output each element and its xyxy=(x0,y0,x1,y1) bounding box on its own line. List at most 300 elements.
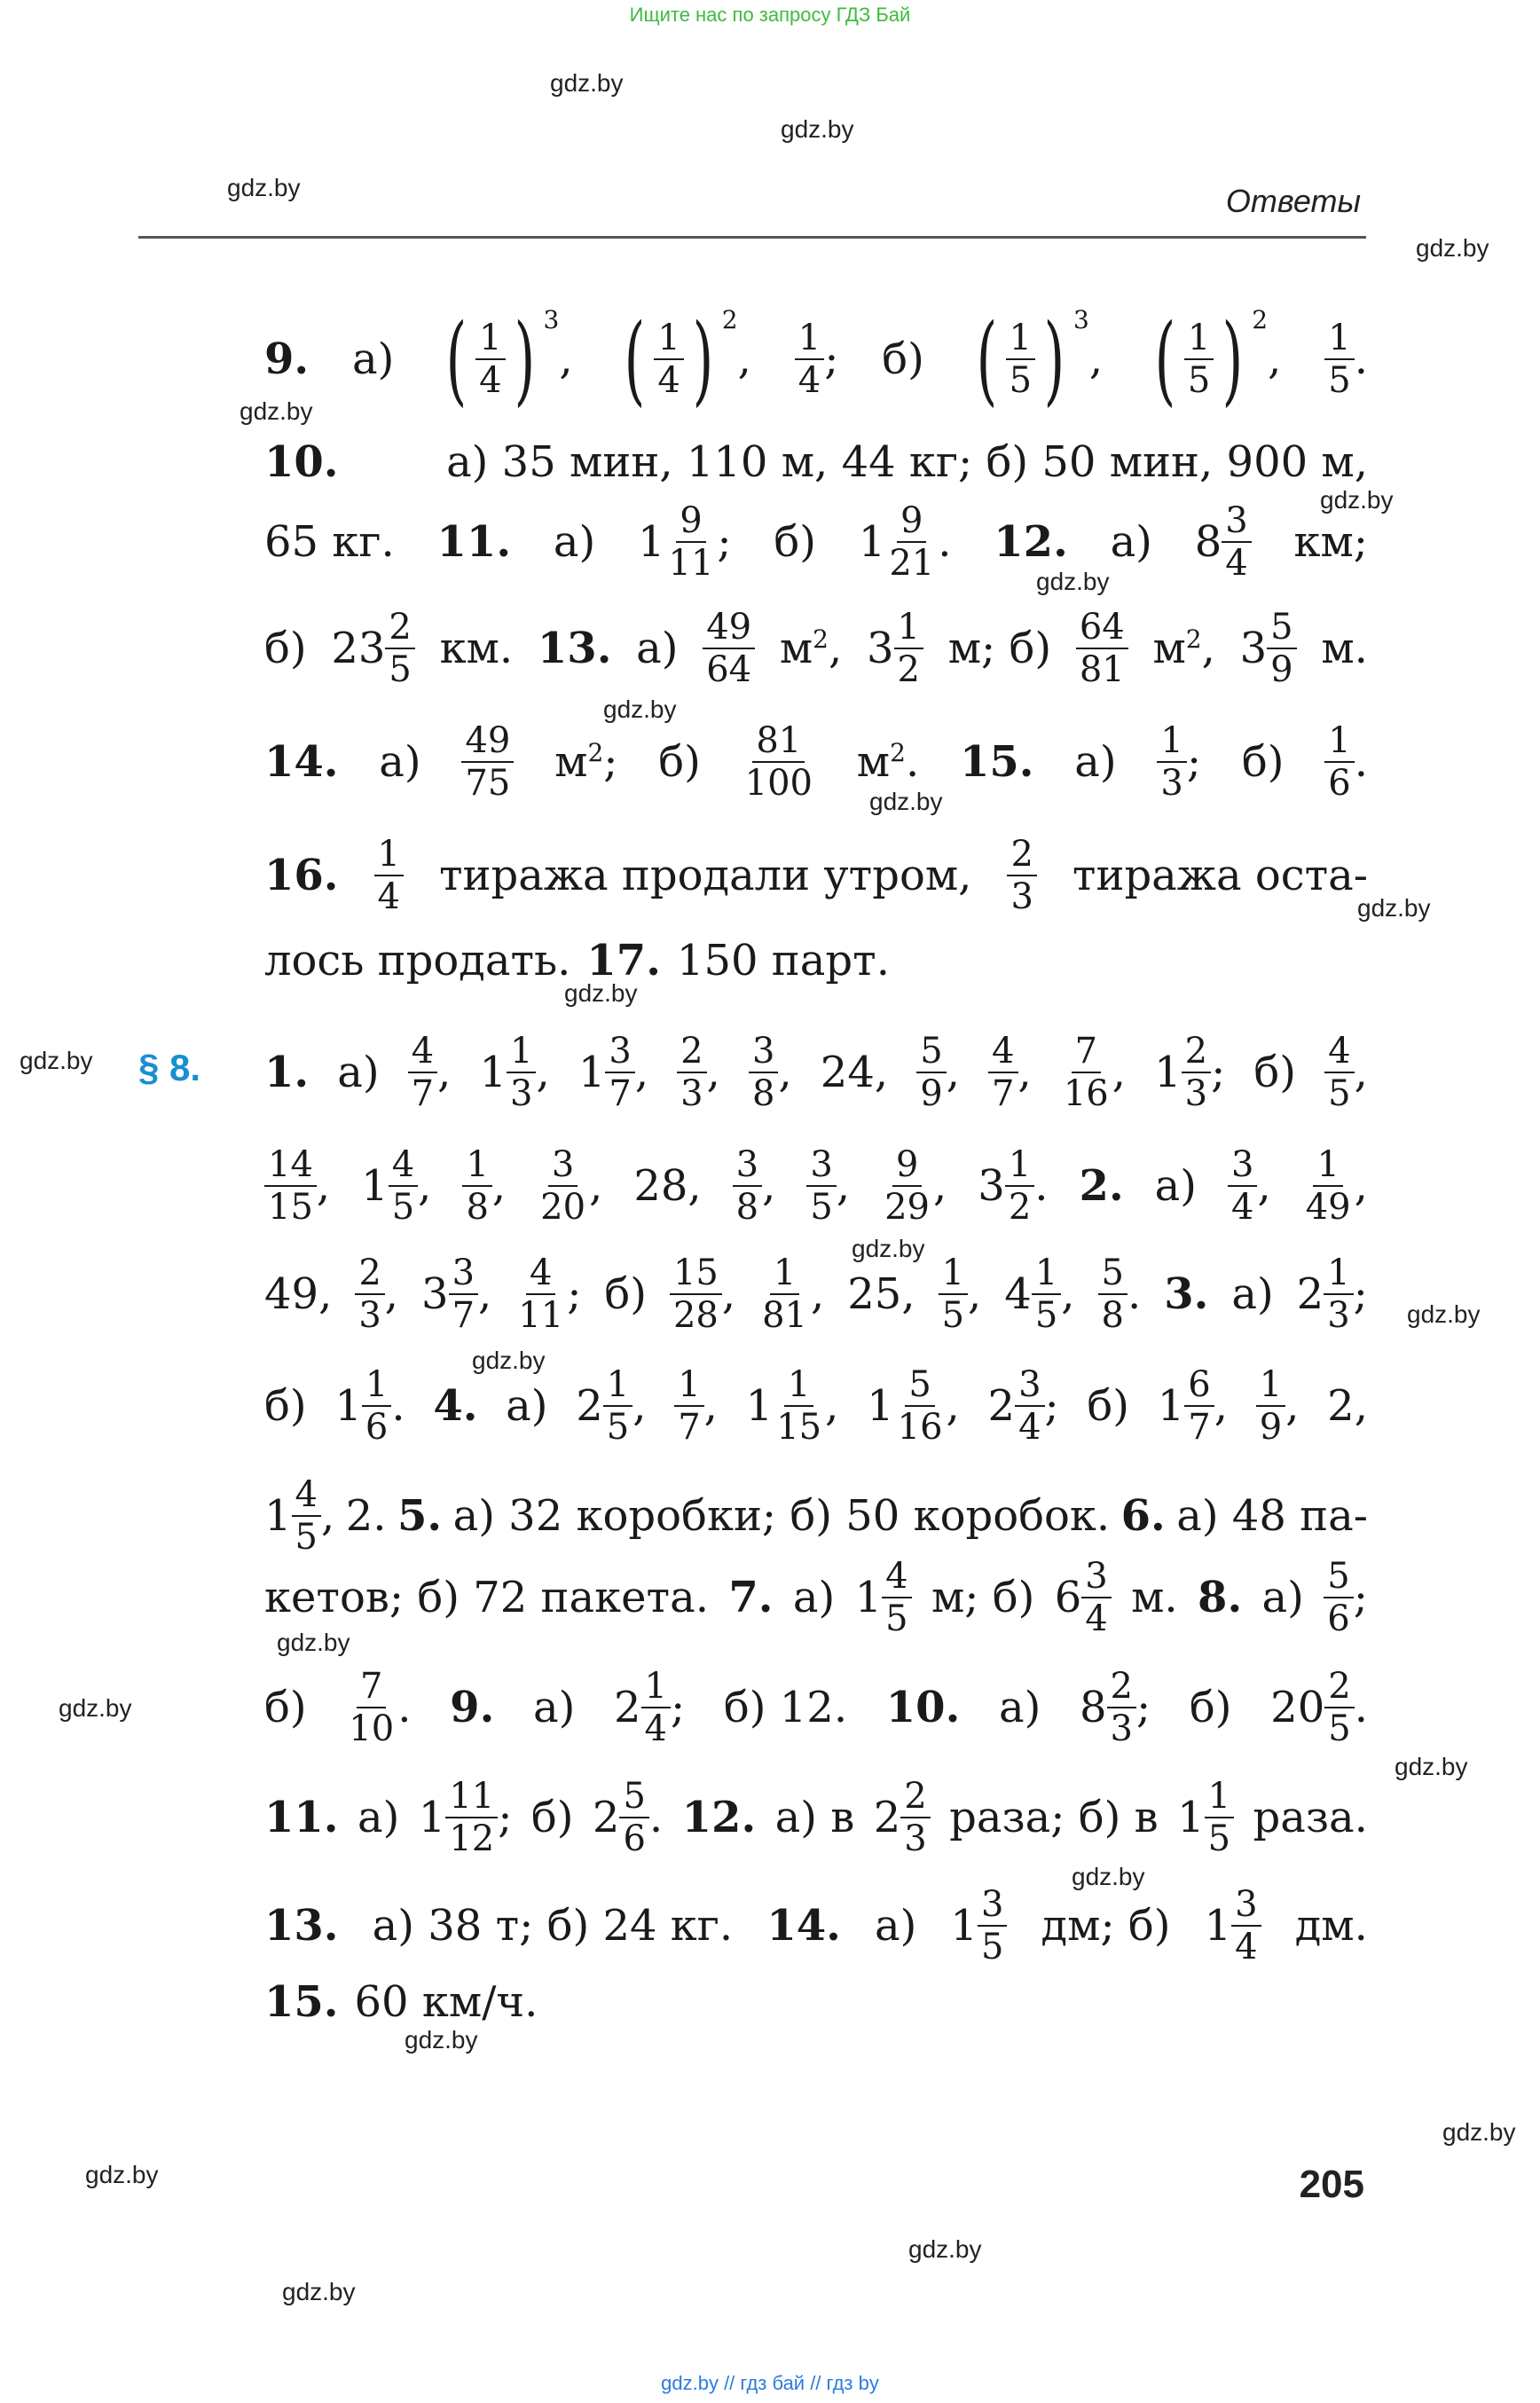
whole-part: 2 xyxy=(592,1793,620,1842)
text-run: 49, xyxy=(264,1269,333,1319)
fraction xyxy=(641,1668,671,1747)
text-run: б) xyxy=(1253,1048,1297,1097)
left-paren: ( xyxy=(1154,302,1176,416)
punctuation: , xyxy=(384,1269,399,1319)
exponent: 2 xyxy=(890,738,906,767)
problem-number: 2. xyxy=(1079,1161,1124,1211)
fraction xyxy=(408,1033,437,1112)
watermark: gdz.by xyxy=(852,1235,925,1262)
whole-part: 2 xyxy=(873,1793,901,1842)
fraction xyxy=(385,609,414,688)
fraction-group xyxy=(345,1668,411,1747)
text-run: а) xyxy=(1074,737,1117,787)
answer-line xyxy=(264,1357,1368,1455)
fraction-denominator: 6 xyxy=(365,1407,389,1448)
whole-part: 1 xyxy=(867,1381,894,1431)
fraction-denominator: 7 xyxy=(411,1073,435,1114)
fraction-denominator: 5 xyxy=(1207,1818,1231,1859)
fraction-denominator: 2 xyxy=(897,649,920,690)
fraction-denominator: 10 xyxy=(349,1708,395,1749)
text-run: 24, xyxy=(820,1048,889,1097)
mixed-number xyxy=(1154,1033,1225,1112)
punctuation: . xyxy=(648,1793,664,1842)
problem-number: 12. xyxy=(994,517,1068,567)
fraction-denominator: 3 xyxy=(680,1073,703,1114)
fraction xyxy=(749,1033,778,1112)
fraction-numerator: 3 xyxy=(733,1146,762,1187)
power-of-fraction xyxy=(437,302,573,416)
fraction-denominator: 5 xyxy=(391,1187,415,1228)
punctuation: , xyxy=(946,1048,960,1097)
fraction-denominator: 6 xyxy=(1327,1598,1350,1639)
text-run: а) xyxy=(506,1381,548,1431)
problem-number: 13. xyxy=(537,624,612,673)
fraction-numerator: 1 xyxy=(362,1366,391,1407)
problem-number: 16. xyxy=(264,851,339,900)
fraction-numerator: 11 xyxy=(445,1778,498,1818)
whole-part: 1 xyxy=(1204,1901,1232,1951)
fraction xyxy=(461,722,514,802)
top-banner[interactable]: Ищите нас по запросу ГДЗ Бай xyxy=(629,4,911,26)
fraction-numerator: 3 xyxy=(1231,1886,1261,1927)
fraction-denominator: 29 xyxy=(884,1187,931,1228)
punctuation: , xyxy=(762,1161,776,1211)
punctuation: ; xyxy=(824,334,839,384)
whole-part: 1 xyxy=(264,1491,292,1541)
watermark: gdz.by xyxy=(240,397,313,425)
fraction xyxy=(1081,1558,1111,1637)
punctuation: . xyxy=(1128,1269,1142,1319)
fraction-numerator: 3 xyxy=(806,1146,836,1187)
right-paren: ) xyxy=(514,302,535,416)
text-run: м; б) xyxy=(931,1573,1035,1622)
fraction xyxy=(1005,1146,1034,1226)
text-run: дм; б) xyxy=(1041,1901,1171,1951)
fraction-numerator: 3 xyxy=(749,1033,778,1073)
watermark: gdz.by xyxy=(282,2278,356,2305)
fraction-denominator: 3 xyxy=(1110,1708,1133,1749)
fraction-numerator: 4 xyxy=(988,1033,1018,1073)
fraction-numerator: 5 xyxy=(905,1366,934,1407)
fraction-denominator: 4 xyxy=(1225,543,1248,584)
whole-part: 2 xyxy=(614,1683,641,1732)
fraction-numerator: 4 xyxy=(526,1254,555,1295)
fraction-numerator: 1 xyxy=(1324,722,1354,763)
whole-part: 20 xyxy=(1270,1683,1325,1732)
punctuation: ; xyxy=(1353,1269,1368,1319)
section-mark: § 8. xyxy=(138,1047,201,1088)
punctuation: . xyxy=(1034,1161,1049,1211)
fraction xyxy=(1324,1668,1354,1747)
answer-line xyxy=(264,493,1368,591)
text-run: б) xyxy=(774,517,816,567)
fraction xyxy=(733,1146,762,1226)
fraction xyxy=(1302,1146,1355,1226)
fraction-denominator: 5 xyxy=(1328,1708,1351,1749)
exponent: 2 xyxy=(721,305,738,334)
fraction xyxy=(703,609,755,688)
fraction-numerator: 5 xyxy=(1267,609,1296,649)
mixed-number xyxy=(867,1366,960,1446)
punctuation: , xyxy=(778,1048,792,1097)
mixed-number xyxy=(614,1668,685,1747)
fraction xyxy=(1205,1778,1234,1857)
watermark: gdz.by xyxy=(1395,1753,1468,1780)
punctuation: , xyxy=(946,1381,960,1431)
fraction-denominator: 7 xyxy=(452,1295,475,1336)
text-run: б) xyxy=(264,624,307,673)
mixed-number xyxy=(874,1778,931,1857)
fraction xyxy=(389,1146,418,1226)
fraction-denominator: 16 xyxy=(897,1407,943,1448)
punctuation: , xyxy=(321,1491,335,1541)
fraction-group xyxy=(462,1146,506,1226)
fraction-denominator: 4 xyxy=(798,360,821,401)
watermark: gdz.by xyxy=(1442,2118,1516,2146)
text-run: 28, xyxy=(633,1161,702,1211)
fraction-numerator: 5 xyxy=(916,1033,946,1073)
fraction-numerator: 5 xyxy=(1098,1254,1128,1295)
fraction-group xyxy=(795,319,839,399)
punctuation: , xyxy=(1061,1269,1075,1319)
fraction-denominator: 75 xyxy=(465,763,511,804)
punctuation: ; xyxy=(603,737,618,787)
mixed-number xyxy=(264,1476,334,1556)
text-run: а) 38 т; б) 24 кг. xyxy=(372,1901,734,1951)
fraction-group xyxy=(670,1254,735,1334)
fraction-denominator: 8 xyxy=(466,1187,489,1228)
fraction xyxy=(445,1778,498,1857)
fraction-denominator: 4 xyxy=(1231,1187,1254,1228)
fraction xyxy=(1182,1033,1211,1112)
punctuation: , xyxy=(418,1161,432,1211)
answer-line xyxy=(264,912,1368,1009)
text-run: км; xyxy=(1293,517,1368,567)
fraction-denominator: 4 xyxy=(657,360,680,401)
punctuation: . xyxy=(397,1683,412,1732)
fraction-group xyxy=(703,609,755,688)
fraction xyxy=(362,1366,391,1446)
text-run: б) xyxy=(264,1683,307,1732)
fraction xyxy=(806,1146,836,1226)
text-run: 2, xyxy=(1327,1381,1368,1431)
fraction xyxy=(355,1254,384,1334)
text-run: а) xyxy=(337,1048,380,1097)
fraction xyxy=(894,609,923,688)
exponent: 2 xyxy=(1252,305,1269,334)
text-run: м; б) xyxy=(947,624,1052,673)
exponent: 3 xyxy=(543,305,560,334)
text-run: тиража оста- xyxy=(1072,851,1368,900)
header-title: Ответы xyxy=(1225,183,1361,219)
fraction-group xyxy=(515,1254,581,1334)
unit: м xyxy=(554,737,588,787)
punctuation: , xyxy=(1018,1048,1032,1097)
fraction-numerator: 15 xyxy=(670,1254,722,1295)
answer-line xyxy=(264,1549,1368,1646)
text-run: раза. xyxy=(1253,1793,1368,1842)
fraction-numerator: 3 xyxy=(978,1886,1007,1927)
fraction-denominator: 3 xyxy=(904,1818,927,1859)
watermark: gdz.by xyxy=(550,69,624,97)
fraction-denominator: 6 xyxy=(1328,763,1351,804)
fraction xyxy=(1324,722,1354,802)
fraction-numerator: 1 xyxy=(795,319,824,360)
text-run: а) xyxy=(357,1793,400,1842)
whole-part: 8 xyxy=(1080,1683,1107,1732)
fraction-numerator: 2 xyxy=(677,1033,706,1073)
fraction-denominator: 4 xyxy=(1235,1927,1258,1967)
punctuation: , xyxy=(536,1048,550,1097)
fraction-denominator: 6 xyxy=(623,1818,646,1859)
fraction-numerator: 49 xyxy=(461,722,514,763)
watermark: gdz.by xyxy=(85,2161,159,2188)
punctuation: , xyxy=(1268,334,1282,384)
mixed-number xyxy=(334,1366,405,1446)
fraction xyxy=(1324,1033,1354,1112)
whole-part: 4 xyxy=(1004,1269,1032,1319)
fraction-numerator: 2 xyxy=(1182,1033,1211,1073)
fraction-numerator: 1 xyxy=(507,1033,536,1073)
mixed-number xyxy=(638,502,732,582)
watermark: gdz.by xyxy=(472,1347,546,1374)
fraction xyxy=(507,1033,536,1112)
fraction-group xyxy=(1302,1146,1368,1226)
right-paren: ) xyxy=(692,302,714,416)
fraction xyxy=(1157,722,1186,802)
fraction-group xyxy=(1324,1033,1368,1112)
header-rule xyxy=(138,236,1366,239)
fraction xyxy=(1098,1254,1128,1334)
whole-part: 3 xyxy=(421,1269,449,1319)
fraction-denominator: 4 xyxy=(1018,1407,1041,1448)
fraction-denominator: 11 xyxy=(668,543,714,584)
punctuation: , xyxy=(1201,624,1215,673)
punctuation: , xyxy=(1112,1048,1127,1097)
fraction-numerator: 49 xyxy=(703,609,755,649)
unit: м xyxy=(856,737,891,787)
whole-part: 1 xyxy=(950,1901,978,1951)
text-run: а) xyxy=(636,624,679,673)
fraction xyxy=(1015,1366,1044,1446)
fraction-numerator: 1 xyxy=(1205,1778,1234,1818)
fraction-denominator: 5 xyxy=(1009,360,1033,401)
punctuation: , xyxy=(632,1381,647,1431)
page-number: 205 xyxy=(1299,2163,1364,2206)
fraction-group xyxy=(1076,609,1128,688)
fraction xyxy=(1007,836,1036,915)
fraction xyxy=(939,1254,968,1334)
mixed-number xyxy=(855,1558,912,1637)
punctuation: , xyxy=(1257,1161,1271,1211)
text-run: б) xyxy=(1241,737,1285,787)
whole-part: 1 xyxy=(1177,1793,1205,1842)
fraction-numerator: 1 xyxy=(1005,1146,1034,1187)
whole-part: 8 xyxy=(1194,517,1222,567)
fraction-numerator: 1 xyxy=(1184,319,1214,360)
fraction-numerator: 3 xyxy=(449,1254,478,1295)
punctuation: , xyxy=(1285,1381,1300,1431)
answer-line xyxy=(264,302,1368,416)
text-run: а) 32 коробки; б) 50 коробок. xyxy=(452,1491,1111,1541)
whole-part: 1 xyxy=(334,1381,362,1431)
text-run: б) 12. xyxy=(723,1683,848,1732)
punctuation: , xyxy=(491,1161,507,1211)
text-run: а) xyxy=(874,1901,917,1951)
answer-line xyxy=(264,1659,1368,1756)
fraction-group xyxy=(374,836,404,915)
text-run: б) xyxy=(1189,1683,1232,1732)
problem-number: 10. xyxy=(885,1683,961,1732)
punctuation: ; xyxy=(717,517,732,567)
unit-squared xyxy=(857,737,919,787)
punctuation: . xyxy=(391,1381,405,1431)
fraction-group xyxy=(749,1033,792,1112)
watermark: gdz.by xyxy=(59,1694,132,1722)
fraction-denominator: 5 xyxy=(1328,360,1351,401)
fraction-denominator: 8 xyxy=(1101,1295,1124,1336)
fraction-numerator: 1 xyxy=(1324,1254,1353,1295)
answer-line xyxy=(264,827,1368,924)
text-run: а) xyxy=(1231,1269,1274,1319)
fraction-numerator: 1 xyxy=(784,1366,813,1407)
fraction-denominator: 5 xyxy=(980,1927,1004,1967)
fraction-denominator: 4 xyxy=(479,360,502,401)
text-run: 60 км/ч. xyxy=(354,1977,538,2027)
punctuation: , xyxy=(811,1269,825,1319)
fraction-numerator: 4 xyxy=(882,1558,911,1598)
mixed-number xyxy=(576,1366,646,1446)
mixed-number xyxy=(1158,1366,1228,1446)
text-run: а) xyxy=(553,517,596,567)
text-run: а) xyxy=(998,1683,1041,1732)
fraction xyxy=(665,502,718,582)
mixed-number xyxy=(1240,609,1297,688)
unit-squared xyxy=(1152,624,1214,673)
right-paren: ) xyxy=(1222,302,1244,416)
fraction xyxy=(1222,502,1251,582)
exponent: 3 xyxy=(1073,305,1089,334)
fraction-denominator: 5 xyxy=(941,1295,965,1336)
mixed-number xyxy=(361,1146,431,1226)
fraction-denominator: 5 xyxy=(389,649,412,690)
whole-part: 1 xyxy=(854,1573,883,1622)
fraction xyxy=(264,1146,317,1226)
fraction-denominator: 5 xyxy=(606,1407,630,1448)
watermark: gdz.by xyxy=(1416,234,1489,262)
fraction-denominator: 5 xyxy=(1187,360,1211,401)
mixed-number xyxy=(746,1366,839,1446)
fraction xyxy=(881,1146,933,1226)
fraction-numerator: 2 xyxy=(900,1778,930,1818)
fraction-numerator: 3 xyxy=(548,1146,578,1187)
fraction-group xyxy=(1324,319,1368,399)
problem-number: 15. xyxy=(960,737,1034,787)
fraction-denominator: 9 xyxy=(920,1073,943,1114)
punctuation: , xyxy=(703,1381,718,1431)
fraction-denominator: 49 xyxy=(1305,1187,1351,1228)
fraction xyxy=(1060,1033,1112,1112)
text-run: м. xyxy=(1321,624,1368,673)
fraction-numerator: 1 xyxy=(1006,319,1035,360)
mixed-number xyxy=(867,609,923,688)
watermark: gdz.by xyxy=(564,979,638,1007)
fraction-group xyxy=(408,1033,452,1112)
fraction-numerator: 81 xyxy=(752,722,805,763)
text-run: 65 кг. xyxy=(264,517,395,567)
text-run: а) xyxy=(351,334,395,384)
unit-squared xyxy=(780,624,842,673)
fraction-numerator: 2 xyxy=(355,1254,384,1295)
whole-part: 1 xyxy=(418,1793,446,1842)
text-run: б) xyxy=(658,737,701,787)
fraction xyxy=(1256,1366,1285,1446)
fraction-denominator: 28 xyxy=(672,1295,719,1336)
problem-number: 10. xyxy=(264,437,339,487)
punctuation: , xyxy=(706,1048,720,1097)
mixed-number xyxy=(1270,1668,1368,1747)
punctuation: . xyxy=(1354,334,1368,384)
fraction-group xyxy=(537,1146,602,1226)
fraction-numerator: 1 xyxy=(475,319,505,360)
fraction xyxy=(916,1033,946,1112)
fraction xyxy=(654,319,683,399)
fraction-group xyxy=(988,1033,1032,1112)
punctuation: , xyxy=(437,1048,452,1097)
text-run: а) 48 па- xyxy=(1176,1491,1368,1541)
text-run: а) в xyxy=(774,1793,855,1842)
fraction-numerator: 3 xyxy=(1081,1558,1111,1598)
fraction-denominator: 5 xyxy=(295,1517,318,1558)
answer-line xyxy=(264,1245,1368,1343)
fraction xyxy=(1076,609,1128,688)
punctuation: , xyxy=(478,1269,492,1319)
text-run: а) xyxy=(1110,517,1152,567)
fraction-group xyxy=(1324,722,1368,802)
punctuation: , xyxy=(968,1269,982,1319)
fraction-numerator: 1 xyxy=(641,1668,671,1708)
problem-number: 6. xyxy=(1120,1491,1166,1541)
punctuation: . xyxy=(938,517,952,567)
watermark: gdz.by xyxy=(227,174,301,201)
fraction-denominator: 3 xyxy=(358,1295,381,1336)
fraction-denominator: 11 xyxy=(518,1295,564,1336)
bottom-banner[interactable]: gdz.by // гдз бай // гдз by xyxy=(661,2372,879,2394)
fraction-numerator: 2 xyxy=(1324,1668,1354,1708)
watermark: gdz.by xyxy=(869,788,943,815)
punctuation: , xyxy=(634,1048,649,1097)
problem-number: 9. xyxy=(264,334,310,384)
fraction-numerator: 4 xyxy=(292,1476,321,1517)
fraction-denominator: 16 xyxy=(1063,1073,1109,1114)
punctuation: ; xyxy=(671,1683,686,1732)
fraction xyxy=(1107,1668,1136,1747)
text-run: а) xyxy=(1261,1573,1304,1622)
exponent: 2 xyxy=(587,738,604,767)
fraction-denominator: 4 xyxy=(644,1708,667,1749)
whole-part: 1 xyxy=(745,1381,774,1431)
whole-part: 1 xyxy=(361,1161,389,1211)
fraction-numerator: 2 xyxy=(1007,836,1036,876)
fraction-numerator: 64 xyxy=(1076,609,1128,649)
fraction-numerator: 1 xyxy=(939,1254,968,1295)
fraction xyxy=(1324,1254,1353,1334)
fraction-numerator: 3 xyxy=(1222,502,1251,543)
fraction xyxy=(677,1033,706,1112)
fraction-numerator: 4 xyxy=(408,1033,437,1073)
fraction xyxy=(1324,319,1354,399)
fraction-denominator: 5 xyxy=(1328,1073,1351,1114)
